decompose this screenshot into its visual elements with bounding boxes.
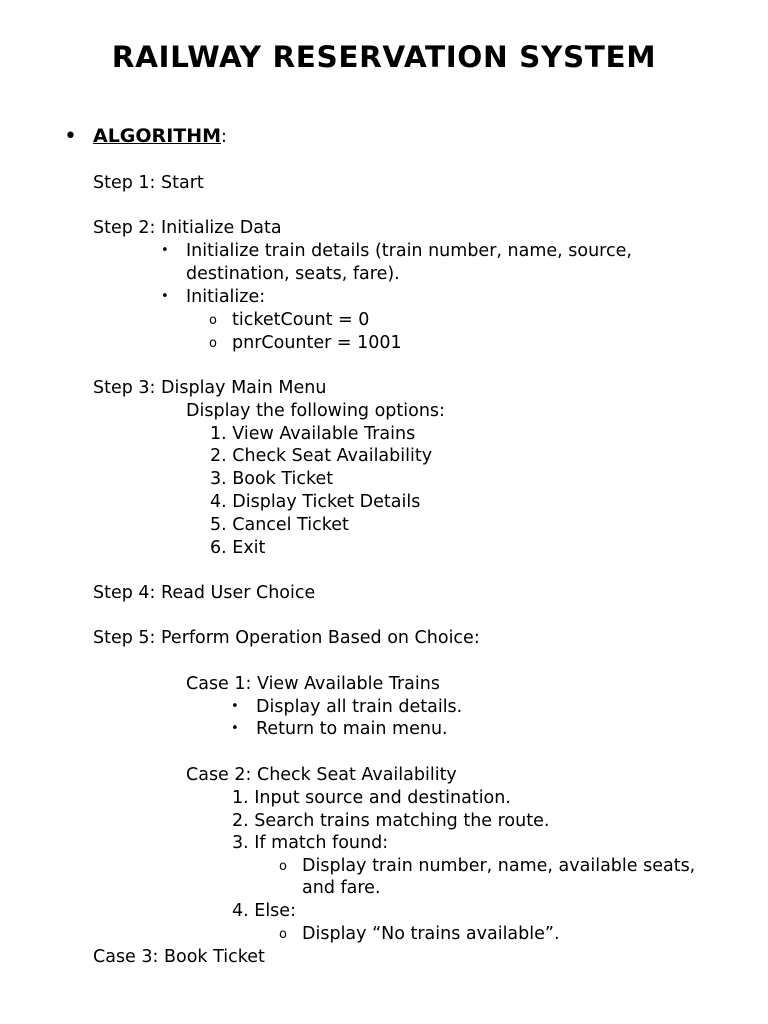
list-bullet: • [231, 721, 239, 736]
menu-option: 3. Book Ticket [210, 469, 334, 489]
step-2-sub-2: pnrCounter = 1001 [232, 333, 402, 353]
list-bullet: • [161, 289, 169, 304]
case-3-label: Case 3: Book Ticket [93, 947, 265, 967]
sub-bullet: o [209, 336, 217, 351]
menu-option: 5. Cancel Ticket [210, 515, 349, 535]
step-2-item-1-line-1: Initialize train details (train number, name, source, [186, 241, 632, 261]
step-2-item-1-line-2: destination, seats, fare). [186, 264, 400, 284]
menu-option: 4. Display Ticket Details [210, 492, 421, 512]
case-2-step: 2. Search trains matching the route. [232, 811, 550, 831]
list-bullet: • [161, 243, 169, 258]
case-2-step: 3. If match found: [232, 833, 389, 853]
case-1-item: Return to main menu. [256, 719, 448, 739]
step-4: Step 4: Read User Choice [93, 583, 316, 603]
step-3: Step 3: Display Main Menu [93, 378, 327, 398]
step-3-intro: Display the following options: [186, 401, 445, 421]
menu-option: 2. Check Seat Availability [210, 446, 433, 466]
document-title: RAILWAY RESERVATION SYSTEM [111, 40, 657, 74]
case-2-label: Case 2: Check Seat Availability [186, 765, 457, 785]
section-bullet: • [64, 124, 77, 149]
sub-bullet: o [279, 859, 287, 874]
sub-bullet: o [279, 927, 287, 942]
case-2-step: 1. Input source and destination. [232, 788, 511, 808]
menu-option: 6. Exit [210, 538, 266, 558]
step-2-sub-1: ticketCount = 0 [232, 310, 370, 330]
algorithm-heading: ALGORITHM [93, 125, 222, 147]
case-2-else-sub: Display “No trains available”. [302, 924, 560, 944]
sub-bullet: o [209, 313, 217, 328]
case-2-sub-line-2: and fare. [302, 878, 381, 898]
step-5: Step 5: Perform Operation Based on Choice: [93, 628, 480, 648]
step-2-item-2: Initialize: [186, 287, 266, 307]
case-2-step: 4. Else: [232, 901, 296, 921]
step-2: Step 2: Initialize Data [93, 218, 282, 238]
list-bullet: • [231, 699, 239, 714]
case-1-label: Case 1: View Available Trains [186, 674, 440, 694]
case-2-sub-line-1: Display train number, name, available seats, [302, 856, 696, 876]
section-heading [93, 125, 227, 148]
step-1: Step 1: Start [93, 173, 204, 193]
case-1-item: Display all train details. [256, 697, 463, 717]
heading-colon: : [221, 127, 227, 147]
menu-option: 1. View Available Trains [210, 424, 416, 444]
